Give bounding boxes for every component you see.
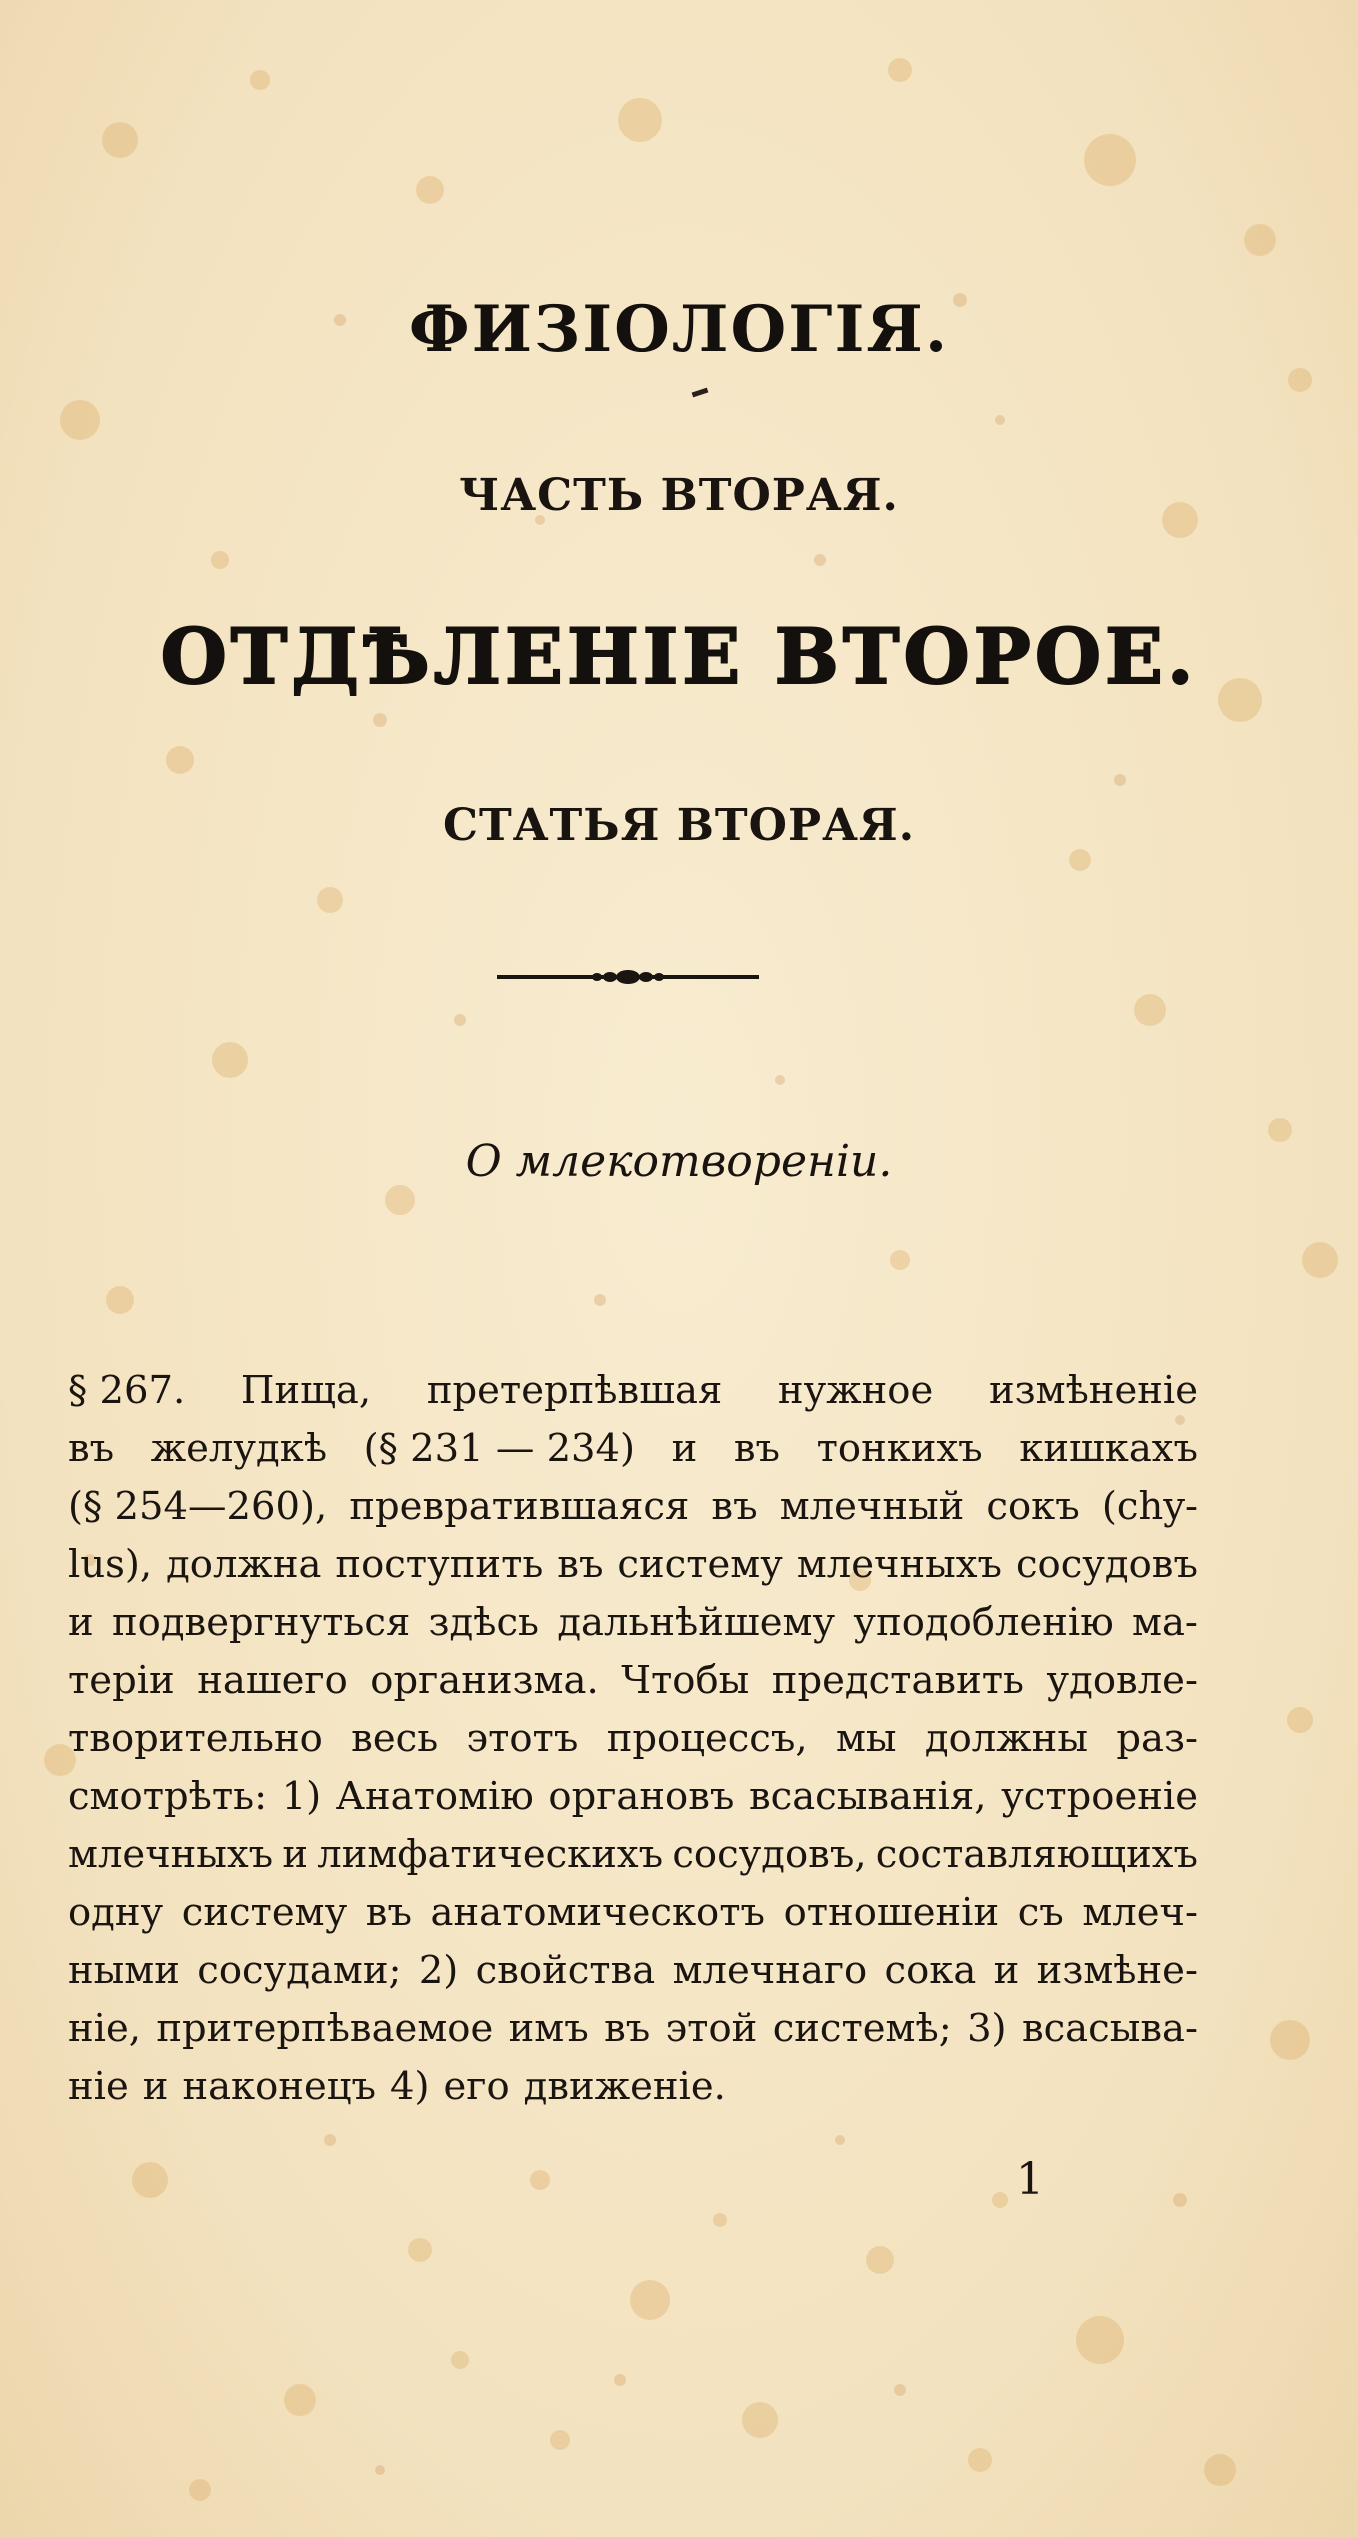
word: ными [68,1948,180,1993]
word: въ [604,2006,651,2051]
ornament-divider [497,962,759,992]
word: здѣсь [428,1600,539,1645]
text-line [68,1884,1198,1942]
word: одну [68,1890,164,1935]
word: процессъ, [606,1716,808,1761]
word: анатомическотъ [430,1890,766,1935]
text-line [68,1826,1198,1884]
text-line [68,1420,1198,1478]
word: устроеніе [1001,1774,1198,1819]
word: ніе, [68,2006,141,2051]
word: его [443,2064,510,2109]
word: 1) [281,1774,322,1819]
word: Пища, [240,1368,372,1413]
word: отношеніи [783,1890,1000,1935]
word: млечныхъ [796,1542,1002,1587]
word: lus), [68,1542,153,1587]
text-line [68,1594,1198,1652]
word: лимфатическихъ [317,1832,664,1877]
word: Анатомію [335,1774,534,1819]
word: и [282,1832,309,1877]
section-heading: О млекотвореніи. [465,1136,893,1187]
word: уподобленію [853,1600,1114,1645]
word: организма. [370,1658,599,1703]
word: и [671,1426,698,1471]
text-line [68,1478,1198,1536]
word: претерпѣвшая [426,1368,723,1413]
book-title: ФИЗІОЛОГІЯ. [408,292,950,367]
word: всасыванія, [748,1774,987,1819]
word: тонкихъ [816,1426,983,1471]
word: притерпѣваемое [156,2006,494,2051]
word: и [993,1948,1020,1993]
word: творительно [68,1716,323,1761]
word: въ [365,1890,412,1935]
word: свойства [475,1948,656,1993]
word: ніе [68,2064,129,2109]
word: органовъ [548,1774,735,1819]
word: движеніе. [523,2064,726,2109]
text-line [68,1652,1198,1710]
word: 2) [418,1948,459,1993]
word: желудкѣ [150,1426,328,1471]
word: этой [665,2006,758,2051]
word: въ [557,1542,604,1587]
word: измѣненіе [988,1368,1198,1413]
word: млеч- [1082,1890,1198,1935]
word: поступить [335,1542,544,1587]
text-line [68,1942,1198,2000]
text-line [68,1362,1198,1420]
word: Чтобы [621,1658,750,1703]
word: всасыва- [1021,2006,1198,2051]
word: системѣ; [772,2006,952,2051]
word: 3) [967,2006,1007,2051]
body-paragraph [68,1362,1198,2116]
part-heading: ЧАСТЬ ВТОРАЯ. [459,470,899,521]
word: удовле- [1046,1658,1198,1703]
ink-mark [692,388,709,398]
division-heading: ОТДѢЛЕНІЕ ВТОРОЕ. [160,612,1198,701]
word: должны [924,1716,1088,1761]
word: млечный [779,1484,965,1529]
word: весь [351,1716,439,1761]
text-line [68,2058,1198,2116]
word: этотъ [466,1716,579,1761]
word: раз- [1116,1716,1198,1761]
word: теріи [68,1658,175,1703]
word: смотрѣть: [68,1774,268,1819]
word: кишкахъ [1019,1426,1198,1471]
word: представить [771,1658,1024,1703]
word: сосудами; [197,1948,402,1993]
word: имъ [508,2006,589,2051]
word: нашего [197,1658,348,1703]
text-line [68,2000,1198,2058]
word: въ [711,1484,758,1529]
word: нужное [777,1368,934,1413]
article-heading: СТАТЬЯ ВТОРАЯ. [442,800,916,851]
word: (§ 254—260), [68,1484,328,1529]
word: и [68,1600,94,1645]
word: (§ 231 — 234) [363,1426,636,1471]
word: въ [733,1426,781,1471]
word: сокъ [986,1484,1080,1529]
word: съ [1017,1890,1064,1935]
word: ма- [1132,1600,1198,1645]
word: подвергнуться [111,1600,411,1645]
word: сосудовъ, [672,1832,867,1877]
text-line [68,1768,1198,1826]
word: наконецъ [182,2064,376,2109]
word: млечнаго [672,1948,868,1993]
word: превратившаяся [349,1484,690,1529]
word: измѣне- [1036,1948,1198,1993]
word: § 267. [68,1368,186,1413]
word: систему [617,1542,783,1587]
page-number: 1 [1016,2154,1044,2205]
word: млечныхъ [68,1832,274,1877]
word: систему [181,1890,348,1935]
word: мы [835,1716,897,1761]
text-line [68,1536,1198,1594]
word: въ [68,1426,115,1471]
word: (chy- [1101,1484,1198,1529]
word: дальнѣйшему [557,1600,836,1645]
word: должна [166,1542,322,1587]
word: составляющихъ [875,1832,1198,1877]
word: сока [884,1948,977,1993]
word: и [142,2064,169,2109]
word: сосудовъ [1015,1542,1198,1587]
text-line [68,1710,1198,1768]
word: 4) [390,2064,430,2109]
